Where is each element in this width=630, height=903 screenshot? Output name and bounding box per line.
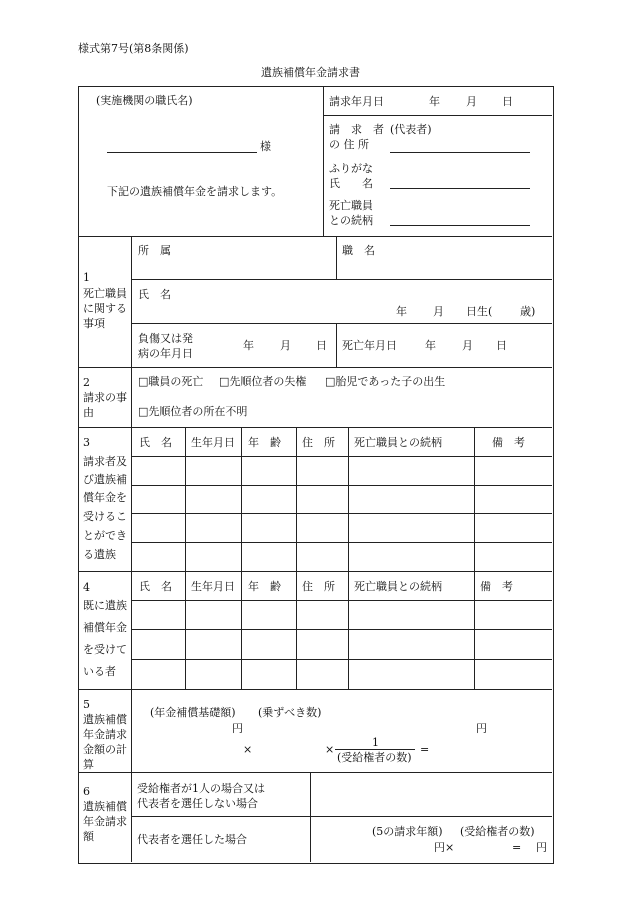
address-line[interactable]	[390, 152, 530, 153]
divider	[131, 323, 552, 324]
injury-day-label: 日	[316, 339, 327, 352]
single-claimant-label-2: 代表者を選任しない場合	[137, 797, 258, 810]
divider	[348, 571, 349, 689]
injury-month-label: 月	[280, 339, 291, 352]
divider	[323, 115, 552, 116]
month-label: 月	[466, 95, 477, 108]
representative-case-label: 代表者を選任した場合	[137, 833, 247, 846]
single-claimant-label: 受給権者が1人の場合又は	[137, 782, 265, 795]
divider	[241, 427, 242, 571]
fraction-denominator: (受給権者の数)	[337, 751, 412, 764]
sec6-heading-2: 年金請求	[83, 815, 127, 828]
divider	[131, 542, 552, 543]
form-number: 様式第7号(第8条関係)	[78, 42, 189, 55]
sec6-num: 6	[83, 785, 90, 798]
divider	[296, 427, 297, 571]
col-remarks: 備 考	[480, 580, 513, 593]
sec3-num: 3	[83, 436, 90, 449]
divider	[474, 571, 475, 689]
birth-month-label: 月	[433, 305, 444, 318]
divider	[348, 427, 349, 571]
divider	[310, 772, 311, 862]
death-day-label: 日	[496, 339, 507, 352]
divider	[131, 279, 552, 280]
divider	[78, 772, 552, 773]
sec3-heading-1: 請求者及	[83, 455, 127, 468]
divider	[78, 689, 552, 690]
divider	[185, 427, 186, 571]
sec3-heading-6: る遺族	[83, 548, 116, 561]
divider	[131, 485, 552, 486]
relation-label-2: との続柄	[329, 214, 373, 227]
sec3-heading-5: とができ	[83, 529, 127, 542]
claimant-label: 請 求 者	[329, 123, 384, 136]
times-sign-2: ×	[325, 743, 335, 756]
divider	[323, 86, 324, 236]
yen-label-result: 円	[476, 722, 487, 735]
col-relation: 死亡職員との続柄	[354, 436, 442, 449]
fraction-bar	[335, 749, 415, 750]
reason-fetus-birth-checkbox[interactable]: □胎児であった子の出生	[325, 375, 446, 388]
injury-date-label-2: 病の年月日	[138, 347, 193, 360]
name-line[interactable]	[390, 188, 530, 189]
sec2-heading-2: 由	[83, 406, 94, 419]
representative-label: (代表者)	[390, 123, 432, 136]
recipient-line[interactable]	[107, 152, 257, 153]
col-name: 氏 名	[139, 580, 172, 593]
col-address: 住 所	[302, 580, 335, 593]
times-sign: ×	[243, 743, 253, 756]
divider	[131, 236, 132, 862]
sec4-heading-2: 補償年金	[83, 621, 127, 634]
age-label: 歳)	[520, 305, 536, 318]
divider	[131, 659, 552, 660]
sec5-heading-1: 遺族補償	[83, 713, 127, 726]
name-label: 氏 名	[329, 177, 373, 190]
yen-label-final: 円	[536, 841, 547, 854]
col-birthdate: 生年月日	[191, 436, 235, 449]
sec4-heading-3: を受けて	[83, 643, 127, 656]
death-year-label: 年	[425, 339, 436, 352]
birth-day-label: 日生(	[466, 305, 493, 318]
relation-label: 死亡職員	[329, 199, 373, 212]
sec6-heading-3: 額	[83, 830, 94, 843]
multiplier-label: (乗ずべき数)	[258, 706, 322, 719]
request-date-label: 請求年月日	[329, 95, 384, 108]
fraction-numerator: 1	[372, 736, 379, 749]
sec4-heading-1: 既に遺族	[83, 599, 127, 612]
divider	[131, 513, 552, 514]
sec2-num: 2	[83, 376, 90, 389]
col-remarks: 備 考	[492, 436, 525, 449]
sec1-heading-2: に関する	[83, 302, 127, 315]
sec5-heading-2: 年金請求	[83, 728, 127, 741]
col-birthdate: 生年月日	[191, 580, 235, 593]
sec4-heading-4: いる者	[83, 665, 116, 678]
furigana-label: ふりがな	[329, 162, 373, 175]
equals-sign: =	[420, 743, 430, 756]
sec4-num: 4	[83, 581, 90, 594]
request-text: 下記の遺族補償年金を請求します。	[107, 185, 283, 198]
col-name: 氏 名	[139, 436, 172, 449]
col-relation: 死亡職員との続柄	[354, 580, 442, 593]
sama-label: 様	[260, 140, 271, 153]
injury-date-label: 負傷又は発	[138, 332, 193, 345]
divider	[131, 600, 552, 601]
equals-sign: =	[512, 841, 522, 854]
col-age: 年 齢	[248, 436, 281, 449]
reason-unknown-checkbox[interactable]: □先順位者の所在不明	[138, 405, 248, 418]
sec5-num: 5	[83, 698, 90, 711]
divider	[78, 367, 552, 368]
divider	[336, 323, 337, 367]
yen-times: 円×	[434, 841, 455, 854]
sec1-heading-3: 事項	[83, 317, 105, 330]
col-age: 年 齢	[248, 580, 281, 593]
sec3-heading-4: 受けるこ	[83, 510, 127, 523]
annual-amount-label: (5の請求年額)	[372, 825, 443, 838]
year-label: 年	[429, 95, 440, 108]
sec6-heading-1: 遺族補償	[83, 800, 127, 813]
divider	[131, 456, 552, 457]
birth-year-label: 年	[396, 305, 407, 318]
day-label: 日	[502, 95, 513, 108]
position-label: 職 名	[342, 244, 375, 257]
deceased-name-label: 氏 名	[138, 288, 171, 301]
divider	[131, 629, 552, 630]
divider	[185, 571, 186, 689]
reason-priority-loss-checkbox[interactable]: □先順位者の失権	[219, 375, 307, 388]
col-address: 住 所	[302, 436, 335, 449]
divider	[131, 816, 552, 817]
base-amount-label: (年金補償基礎額)	[150, 706, 236, 719]
death-month-label: 月	[462, 339, 473, 352]
divider	[78, 236, 552, 237]
claimant-count-label: (受給権者の数)	[460, 825, 535, 838]
sec5-heading-3: 金額の計	[83, 743, 127, 756]
sec5-heading-4: 算	[83, 758, 94, 771]
death-date-label: 死亡年月日	[342, 339, 397, 352]
divider	[336, 236, 337, 279]
form-frame	[78, 86, 554, 864]
address-label: の 住 所	[329, 138, 369, 151]
sec1-heading-1: 死亡職員	[83, 287, 127, 300]
affiliation-label: 所 属	[138, 244, 171, 257]
reason-death-checkbox[interactable]: □職員の死亡	[138, 375, 204, 388]
divider	[78, 427, 552, 428]
yen-label: 円	[232, 722, 243, 735]
divider	[474, 427, 475, 571]
relation-line[interactable]	[390, 225, 530, 226]
sec1-num: 1	[83, 271, 90, 284]
sec2-heading-1: 請求の事	[83, 391, 127, 404]
sec3-heading-3: 償年金を	[83, 491, 127, 504]
divider	[78, 571, 552, 572]
divider	[241, 571, 242, 689]
divider	[296, 571, 297, 689]
form-title: 遺族補償年金請求書	[261, 66, 360, 79]
org-label: (実施機関の職氏名)	[96, 94, 193, 107]
sec3-heading-2: び遺族補	[83, 473, 127, 486]
injury-year-label: 年	[243, 339, 254, 352]
